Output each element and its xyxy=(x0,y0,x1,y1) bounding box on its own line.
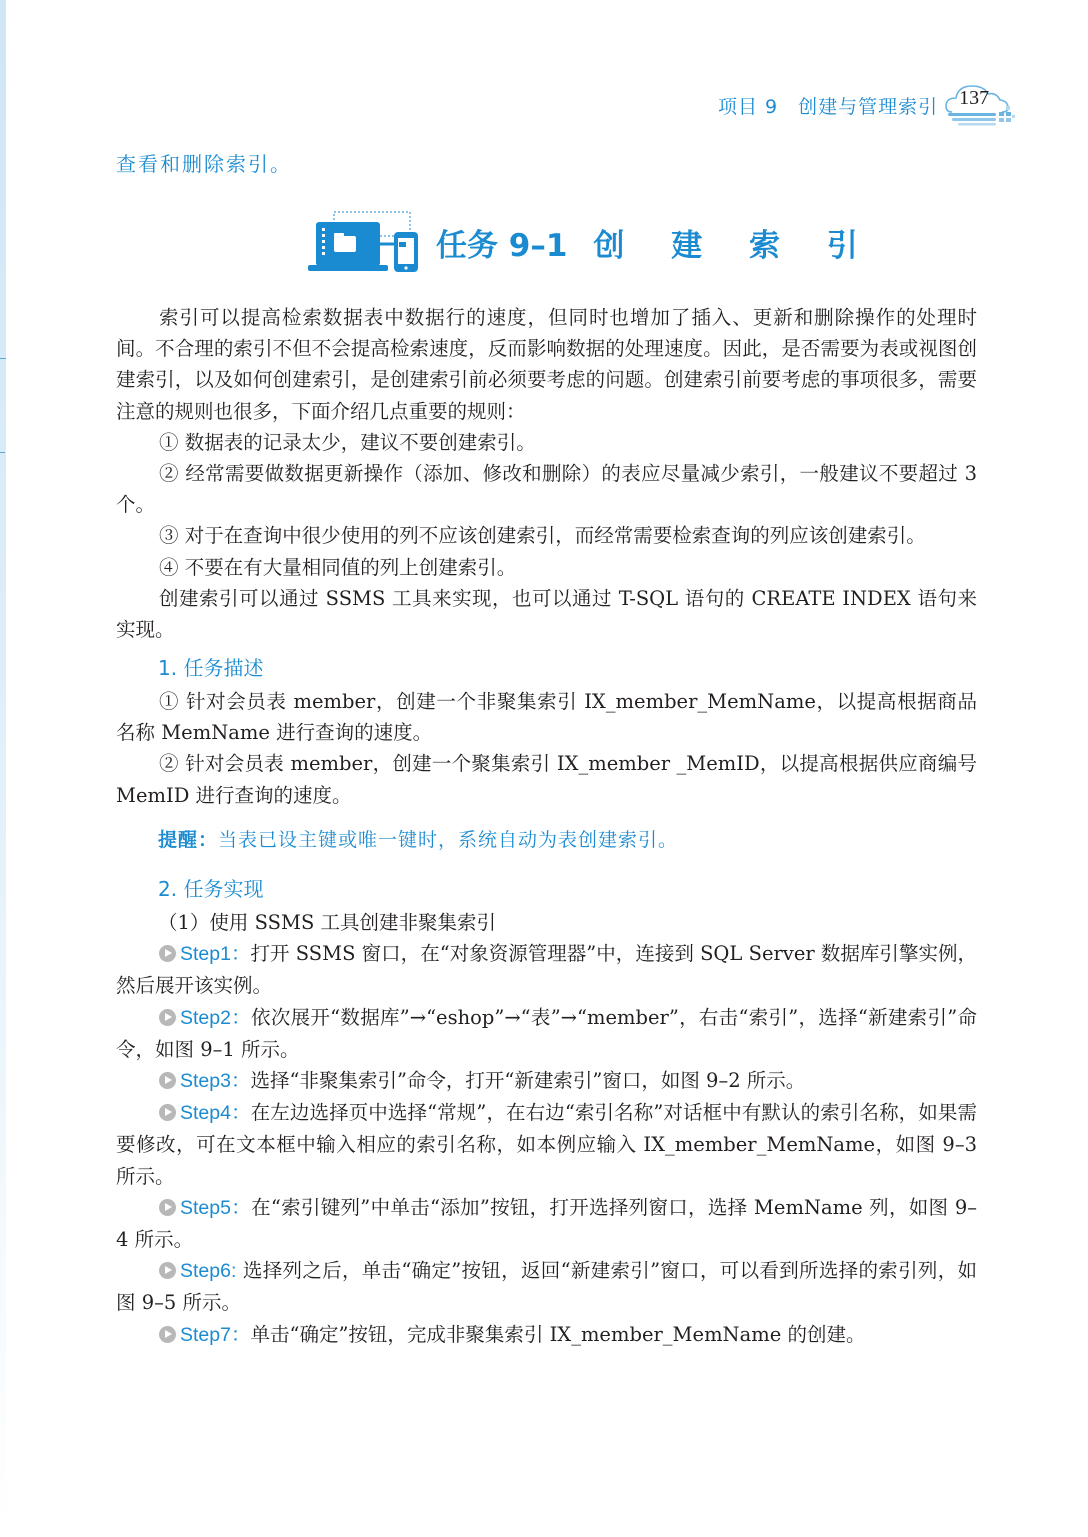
rule-item: ③ 对于在查询中很少使用的列不应该创建索引，而经常需要检索查询的列应该创建索引。 xyxy=(159,524,926,548)
section-heading: 2. 任务实现 xyxy=(158,877,264,901)
step-text: 选择“非聚集索引”命令，打开“新建索引”窗口，如图 9–2 所示。 xyxy=(250,1069,806,1093)
header-project: 项目 9 xyxy=(718,95,779,118)
task-title xyxy=(436,220,876,265)
previous-text-line: 查看和删除索引。 xyxy=(116,152,292,176)
play-arrow-icon xyxy=(159,1199,176,1216)
step-label: Step4： xyxy=(180,1102,251,1125)
step-item xyxy=(116,1065,977,1097)
step-label: Step3： xyxy=(180,1070,251,1093)
step-item xyxy=(116,1192,977,1255)
intro-paragraph: 创建索引可以通过 SSMS 工具来实现，也可以通过 T-SQL 语句的 CREATE INDEX 语句来实现。 xyxy=(116,586,977,642)
header-chapter: 创建与管理索引 xyxy=(798,95,939,118)
intro-paragraph: 索引可以提高检索数据表中数据行的速度，但同时也增加了插入、更新和删除操作的处理时间。不合理的索引不但不会提高检索速度，反而影响数据的处理速度。因此，是否需要为表或视图创建索引，以及如何创建索引，是创建索引前必须要考虑的问题。创建索引前要考虑的事项很多，需要注意的规则也很多，下面介绍几点重要的规则： xyxy=(116,306,977,423)
step-label: Step6: xyxy=(180,1260,237,1283)
laptop-phone-icon xyxy=(306,210,428,274)
step-item xyxy=(116,1002,977,1065)
step-text: 选择列之后，单击“确定”按钮，返回“新建索引”窗口，可以看到所选择的索引列，如图 9–5 所示。 xyxy=(116,1259,977,1315)
description-item: ② 针对会员表 member，创建一个聚集索引 IX_member _MemID，以提高根据供应商编号 MemID 进行查询的速度。 xyxy=(116,752,977,807)
play-arrow-icon xyxy=(159,1072,176,1089)
step-label: Step1： xyxy=(180,943,251,966)
task-label: 任务 9–1 xyxy=(436,227,568,264)
edge-marker xyxy=(0,452,5,453)
page-edge-strip xyxy=(0,0,6,1537)
task-heading xyxy=(306,210,876,274)
rule-item: ② 经常需要做数据更新操作（添加、修改和删除）的表应尽量减少索引，一般建议不要超过 3 个。 xyxy=(116,462,977,517)
running-header xyxy=(718,88,1016,122)
play-arrow-icon xyxy=(159,1009,176,1026)
step-text: 在“索引键列”中单击“添加”按钮，打开选择列窗口，选择 MemName 列，如图 9–4 所示。 xyxy=(116,1195,977,1252)
rule-item: ① 数据表的记录太少，建议不要创建索引。 xyxy=(159,430,536,454)
page-number: 137 xyxy=(959,87,990,109)
task-implementation-section xyxy=(116,871,977,1351)
play-arrow-icon xyxy=(159,1262,176,1279)
step-item xyxy=(116,1319,977,1351)
step-item xyxy=(116,938,977,1001)
step-text: 在左边选择页中选择“常规”，在右边“索引名称”对话框中有默认的索引名称，如果需要修改，可在文本框中输入相应的索引名称，如本例应输入 IX_member_MemName，如图 9–3 所示。 xyxy=(116,1101,977,1188)
tip-text: 当表已设主键或唯一键时，系统自动为表创建索引。 xyxy=(218,829,679,851)
page-number-cloud xyxy=(944,82,1016,128)
tip-label: 提醒： xyxy=(158,829,219,851)
subsection-heading: （1）使用 SSMS 工具创建非聚集索引 xyxy=(158,911,497,934)
play-arrow-icon xyxy=(159,1326,176,1343)
section-heading: 1. 任务描述 xyxy=(158,656,264,680)
step-label: Step2： xyxy=(180,1006,252,1029)
play-arrow-icon xyxy=(159,1104,176,1121)
intro-block xyxy=(116,302,977,645)
description-item: ① 针对会员表 member，创建一个非聚集索引 IX_member_MemName，以提高根据商品名称 MemName 进行查询的速度。 xyxy=(116,690,977,745)
step-item xyxy=(116,1255,977,1318)
task-description-section xyxy=(116,650,977,811)
play-arrow-icon xyxy=(159,945,176,962)
rule-item: ④ 不要在有大量相同值的列上创建索引。 xyxy=(159,555,517,579)
step-item xyxy=(116,1097,977,1192)
step-label: Step7： xyxy=(180,1323,251,1346)
step-text: 依次展开“数据库”→“eshop”→“表”→“member”，右击“索引”，选择“新建索引”命令，如图 9–1 所示。 xyxy=(116,1005,977,1061)
step-text: 打开 SSMS 窗口，在“对象资源管理器”中，连接到 SQL Server 数据库引擎实例，然后展开该实例。 xyxy=(116,942,977,998)
step-label: Step5： xyxy=(180,1196,252,1219)
tip-box xyxy=(116,824,977,856)
edge-marker xyxy=(0,358,6,359)
step-text: 单击“确定”按钮，完成非聚集索引 IX_member_MemName 的创建。 xyxy=(250,1322,866,1346)
task-name: 创 建 索 引 xyxy=(593,227,876,264)
